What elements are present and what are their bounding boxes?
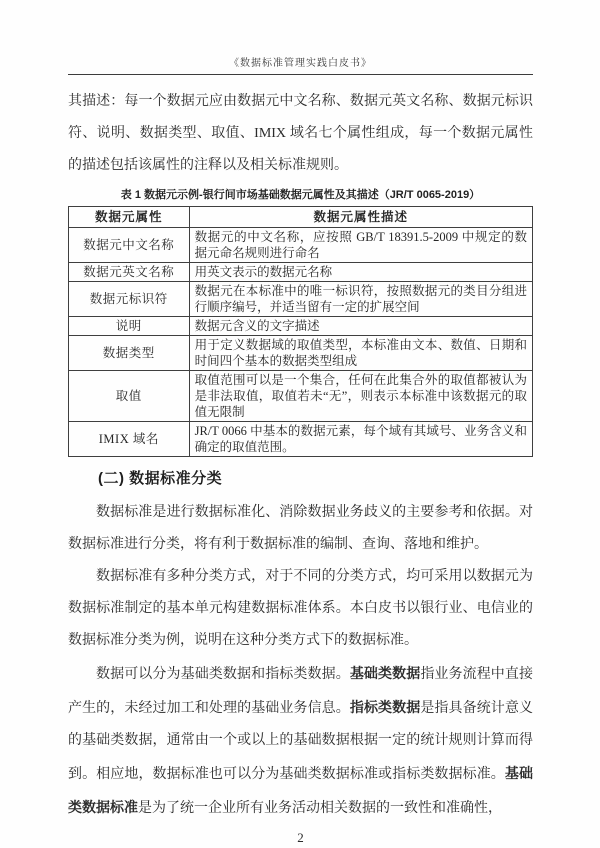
body-paragraph: 数据标准有多种分类方式，对于不同的分类方式，均可采用以数据元为数据标准制定的基本单元构建数据标准体系。本白皮书以银行业、电信业的数据标准分类为例，说明在这种分类方式下的数据标准。 [68, 569, 533, 648]
table-row [69, 336, 533, 371]
description-cell: JR/T 0066 中基本的数据元素，每个域有其域号、业务含义和确定的取值范围。 [189, 422, 532, 457]
attribute-cell: IMIX 域名 [69, 422, 190, 457]
paragraph-run: 数据可以分为基础类数据和指标类数据。 [96, 667, 350, 682]
table-row [69, 263, 533, 282]
data-element-table [68, 206, 533, 457]
description-cell: 用英文表示的数据元名称 [189, 263, 532, 282]
description-cell: 数据元的中文名称，应按照 GB/T 18391.5-2009 中规定的数据元命名规则进行命名 [189, 228, 532, 263]
paragraph-run: 是为了统一企业所有业务活动相关数据的一致性和准确性， [138, 801, 502, 816]
bold-term: 基础类数据标准 [68, 765, 533, 815]
attribute-cell: 数据元中文名称 [69, 228, 190, 263]
table-row [69, 422, 533, 457]
paragraph-run: 是指具备统计意义的基础类数据，通常由一个或以上的基础数据根据一定的统计规则计算而得到。相应地，数据标准也可以分为基础类数据标准或指标类数据标准。 [68, 701, 533, 782]
description-cell: 用于定义数据域的取值类型，本标准由文本、数值、日期和时间四个基本的数据类型组成 [189, 336, 532, 371]
section-heading: (二) 数据标准分类 [98, 470, 223, 487]
attribute-cell: 数据元英文名称 [69, 263, 190, 282]
attribute-cell: 说明 [69, 317, 190, 336]
table-row [69, 282, 533, 317]
intro-paragraph: 其描述：每一个数据元应由数据元中文名称、数据元英文名称、数据元标识符、说明、数据类型、取值、IMIX 域名七个属性组成，每一个数据元属性的描述包括该属性的注释以及相关标准规则。 [68, 94, 533, 173]
table-row [69, 371, 533, 422]
body-paragraph: 数据标准是进行数据标准化、消除数据业务歧义的主要参考和依据。对数据标准进行分类，将有利于数据标准的编制、查询、落地和维护。 [68, 505, 533, 552]
attribute-cell: 取值 [69, 371, 190, 422]
document-title: 《数据标准管理实践白皮书》 [229, 58, 372, 69]
running-header [68, 54, 533, 75]
page-number: 2 [297, 830, 304, 845]
attribute-cell: 数据类型 [69, 336, 190, 371]
description-cell: 数据元在本标准中的唯一标识符，按照数据元的类目分组进行顺序编号，并适当留有一定的扩展空间 [189, 282, 532, 317]
table-caption: 表 1 数据元示例-银行间市场基础数据元属性及其描述（JR/T 0065-2019） [120, 189, 481, 201]
attribute-cell: 数据元标识符 [69, 282, 190, 317]
bold-term: 基础类数据 [349, 665, 421, 681]
table-row [69, 228, 533, 263]
description-cell: 取值范围可以是一个集合，任何在此集合外的取值都被认为是非法取值，取值若未“无”，则表示本标准中该数据元的取值无限制 [189, 371, 532, 422]
bold-term: 指标类数据 [349, 699, 421, 715]
paragraph-run: 指业务流程中直接产生的，未经过加工和处理的基础业务信息。 [68, 667, 534, 716]
table-row [69, 317, 533, 336]
table-header-row [69, 207, 533, 228]
description-cell: 数据元含义的文字描述 [189, 317, 532, 336]
body-paragraph [68, 657, 533, 825]
column-header-description: 数据元属性描述 [189, 207, 532, 228]
column-header-attribute: 数据元属性 [69, 207, 190, 228]
